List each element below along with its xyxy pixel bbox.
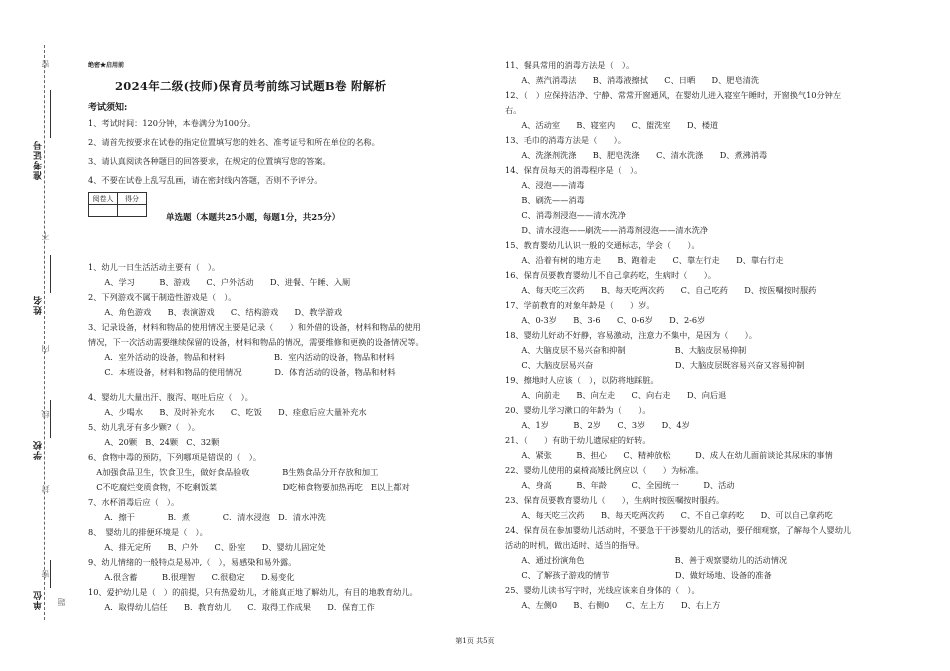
exam-title: 2024年二级(技师)保育员考前练习试题B卷 附解析	[115, 79, 387, 93]
question-options: A、活动室 B、寝室内 C、盥洗室 D、楼道	[505, 120, 719, 130]
question-line: 13、毛巾的消毒方法是（ ）。	[505, 135, 626, 145]
question-options: A加强食品卫生，饮食卫生，做好食品验收 B生熟食品分开存放和加工	[88, 467, 379, 477]
notice-item: 2、请首先按要求在试卷的指定位置填写您的姓名、准考证号和所在单位的名称。	[88, 137, 380, 147]
score-header: 得分	[118, 193, 147, 205]
binding-mark: 密	[41, 570, 50, 578]
question-options: A．擦干 B．煮 C．清水浸泡 D．清水冲洗	[88, 512, 326, 522]
score-table	[88, 192, 147, 217]
school-underline	[50, 400, 51, 438]
question-line: 活动的时机，做出适时、适当的指导。	[505, 540, 645, 550]
question-line: 2、下列游戏不属于制造性游戏是（ ）。	[88, 292, 237, 302]
seal-line	[44, 45, 45, 620]
question-line: 17、学前教育的对象年龄是（ ）岁。	[505, 300, 655, 310]
question-options: A、身高 B、年龄 C、全园统一 D、活动	[505, 480, 735, 490]
question-line: 8、 婴幼儿的排便环境是（ ）。	[88, 527, 208, 537]
binding-mark: 密	[41, 60, 50, 68]
question-line: 6、食物中毒的预防，下列哪项是错误的（ ）。	[88, 452, 262, 462]
binding-label-unit: 单位	[34, 590, 44, 610]
question-line: 11、餐具常用的消毒方法是（ ）。	[505, 60, 635, 70]
confidential-mark: 绝密★启用前	[88, 62, 125, 69]
binding-label-name: 姓名	[34, 295, 44, 315]
question-options: C、大脑皮层易兴奋 D、大脑皮层既容易兴奋又容易抑制	[505, 360, 805, 370]
binding-label-exam-id: 准考证号	[34, 140, 44, 180]
question-options: A、角色游戏 B、表演游戏 C、结构游戏 D、教学游戏	[88, 307, 343, 317]
binding-mark: 封	[41, 485, 50, 493]
question-line: 21、（ ）有助于幼儿遗尿症的好转。	[505, 435, 651, 445]
question-line: 7、水杯消毒后应（ ）。	[88, 497, 180, 507]
notice-item: 3、请认真阅读各种题目的回答要求，在规定的位置填写您的答案。	[88, 156, 331, 166]
question-line: 15、教育婴幼儿认识一般的交通标志，学会（ ）。	[505, 240, 700, 250]
question-options: A、20颗 B、24颗 C、32颗	[88, 437, 220, 447]
notice-heading: 考试须知:	[88, 103, 128, 113]
question-line: 4、婴幼儿大量出汗、腹泻、呕吐后应（ ）。	[88, 392, 253, 402]
binding-mark: 不	[41, 232, 50, 240]
binding-margin	[0, 0, 70, 671]
question-line: 5、幼儿乳牙有多少颗?（ ）。	[88, 422, 200, 432]
question-line: 14、保育员每天的消毒程序是（ ）。	[505, 165, 643, 175]
question-options: A、沿着有树的地方走 B、跑着走 C、靠左行走 D、靠右行走	[505, 255, 784, 265]
question-line: 19、擦地时人应该（ ），以防将地踩脏。	[505, 375, 659, 385]
question-options: A、蒸汽消毒法 B、消毒液擦拭 C、日晒 D、肥皂清洗	[505, 75, 760, 85]
question-options: C、消毒剂浸泡——清水洗净	[505, 210, 626, 220]
question-options: A.很含蓄 B.很理智 C.很稳定 D.易变化	[88, 572, 295, 582]
question-options: A、少喝水 B、及时补充水 C、吃饭 D、痊愈后应大量补充水	[88, 407, 367, 417]
question-options: A、浸泡——清毒	[505, 180, 585, 190]
question-options: D、清水浸泡——刷洗——消毒剂浸泡——清水洗净	[505, 225, 709, 235]
question-line: 10、爱护幼儿是（ ）的前提，只有热爱幼儿，才能真正地了解幼儿，有目的地教育幼儿。	[88, 587, 418, 597]
question-line: 18、婴幼儿好动不好静，容易激动，注意力不集中，是因为（ ）。	[505, 330, 757, 340]
question-options: A、通过扮演角色 B、善于观察婴幼儿的活动情况	[505, 555, 788, 565]
question-line: 情况，下一次活动需要继续保留的设备，材料和物品的情况，需要维修和更换的设备情况等。	[88, 337, 424, 347]
question-options: A、1岁 B、2岁 C、3岁 D、4岁	[505, 420, 690, 430]
question-line: 20、婴幼儿学习漱口的年龄为（ ）。	[505, 405, 651, 415]
question-line: 1、幼儿一日生活活动主要有（ ）。	[88, 262, 221, 272]
question-line: 22、婴幼儿使用的桌椅高矮比例应以（ ）为标准。	[505, 465, 704, 475]
section-title: 单选题（本题共25小题，每题1分，共25分）	[166, 213, 341, 223]
name-underline	[50, 255, 51, 293]
question-line: 16、保育员要教育婴幼儿不自己拿药吃，生病时（ ）。	[505, 270, 717, 280]
question-options: A、左侧0 B、右侧0 C、左上方 D、右上方	[505, 600, 721, 610]
question-options: A、洗涤剂洗涤 B、肥皂洗涤 C、清水洗涤 D、煮沸消毒	[505, 150, 768, 160]
question-line: 24、保育员在参加婴幼儿活动时，不要急于干涉婴幼儿的活动，要仔细观察，了解每个人婴幼儿	[505, 525, 852, 535]
notice-item: 4、不要在试卷上乱写乱画，请在密封线内答题，否则不予评分。	[88, 175, 323, 185]
question-options: A、0-3岁 B、3-6 C、0-6岁 D、2-6岁	[505, 315, 706, 325]
question-options: A、排无定所 B、户外 C、卧室 D、婴幼儿固定处	[88, 542, 326, 552]
question-line: 9、幼儿情绪的一般特点是易冲,（ ），易感染和易外露。	[88, 557, 297, 567]
question-line: 右。	[505, 105, 522, 115]
binding-mark: 内	[41, 345, 50, 353]
question-options: C、了解孩子游戏的情节 D、做好场地、设备的准备	[505, 570, 772, 580]
question-options: A．取得幼儿信任 B．教育幼儿 C．取得工作成果 D．保育工作	[88, 602, 375, 612]
question-options: A、学习 B、游戏 C、户外活动 D、进餐、午睡、入厕	[88, 277, 351, 287]
binding-mark: 题	[57, 598, 66, 606]
score-cell[interactable]	[118, 205, 147, 217]
page-number: 第1页 共5页	[455, 637, 495, 645]
question-line: 3、记录设备，材料和物品的使用情况主要是记录（ ）和外借的设备，材料和物品的使用	[88, 322, 421, 332]
reviewer-header: 阅卷人	[89, 193, 118, 205]
question-options: C．本班设备，材料和物品的使用情况 D．体育活动的设备，物品和材料	[88, 367, 396, 377]
question-options: A、向前走 B、向左走 C、向右走 D、向后退	[505, 390, 727, 400]
question-options: A．室外活动的设备，物品和材料 B．室内活动的设备，物品和材料	[88, 352, 395, 362]
question-line: 23、保育员要教育婴幼儿（ ），生病时按医嘱按时服药。	[505, 495, 725, 505]
exam-id-underline	[50, 90, 51, 138]
binding-label-school: 学校	[34, 440, 44, 460]
question-options: A、大脑皮层不易兴奋和抑制 B、大脑皮层易抑制	[505, 345, 747, 355]
reviewer-cell[interactable]	[89, 205, 118, 217]
notice-item: 1、考试时间：120分钟，本卷满分为100分。	[88, 118, 256, 128]
question-options: C不吃腐烂变质食物，不吃剩饭菜 D吃柿食物要加热再吃 E以上都对	[88, 482, 410, 492]
question-options: A、每天吃三次药 B、每天吃两次药 C、不自己拿药吃 D、可以自己拿药吃	[505, 510, 833, 520]
question-line: 12、（ ）应保持洁净、宁静、常常开窗通风，在婴幼儿进入寝室午睡时，开窗换气10分钟左	[505, 90, 842, 100]
question-line: 25、婴幼儿读书写字时，光线应该来自身体的（ ）。	[505, 585, 700, 595]
question-options: A、每天吃三次药 B、每天吃两次药 C、自己吃药 D、按医嘱按时服药	[505, 285, 817, 295]
binding-mark: 线	[41, 410, 50, 418]
question-options: A、紧张 B、担心 C、精神放松 D、成人在幼儿面前谈论其尿床的事情	[505, 450, 833, 460]
question-options: B、刷洗——消毒	[505, 195, 585, 205]
